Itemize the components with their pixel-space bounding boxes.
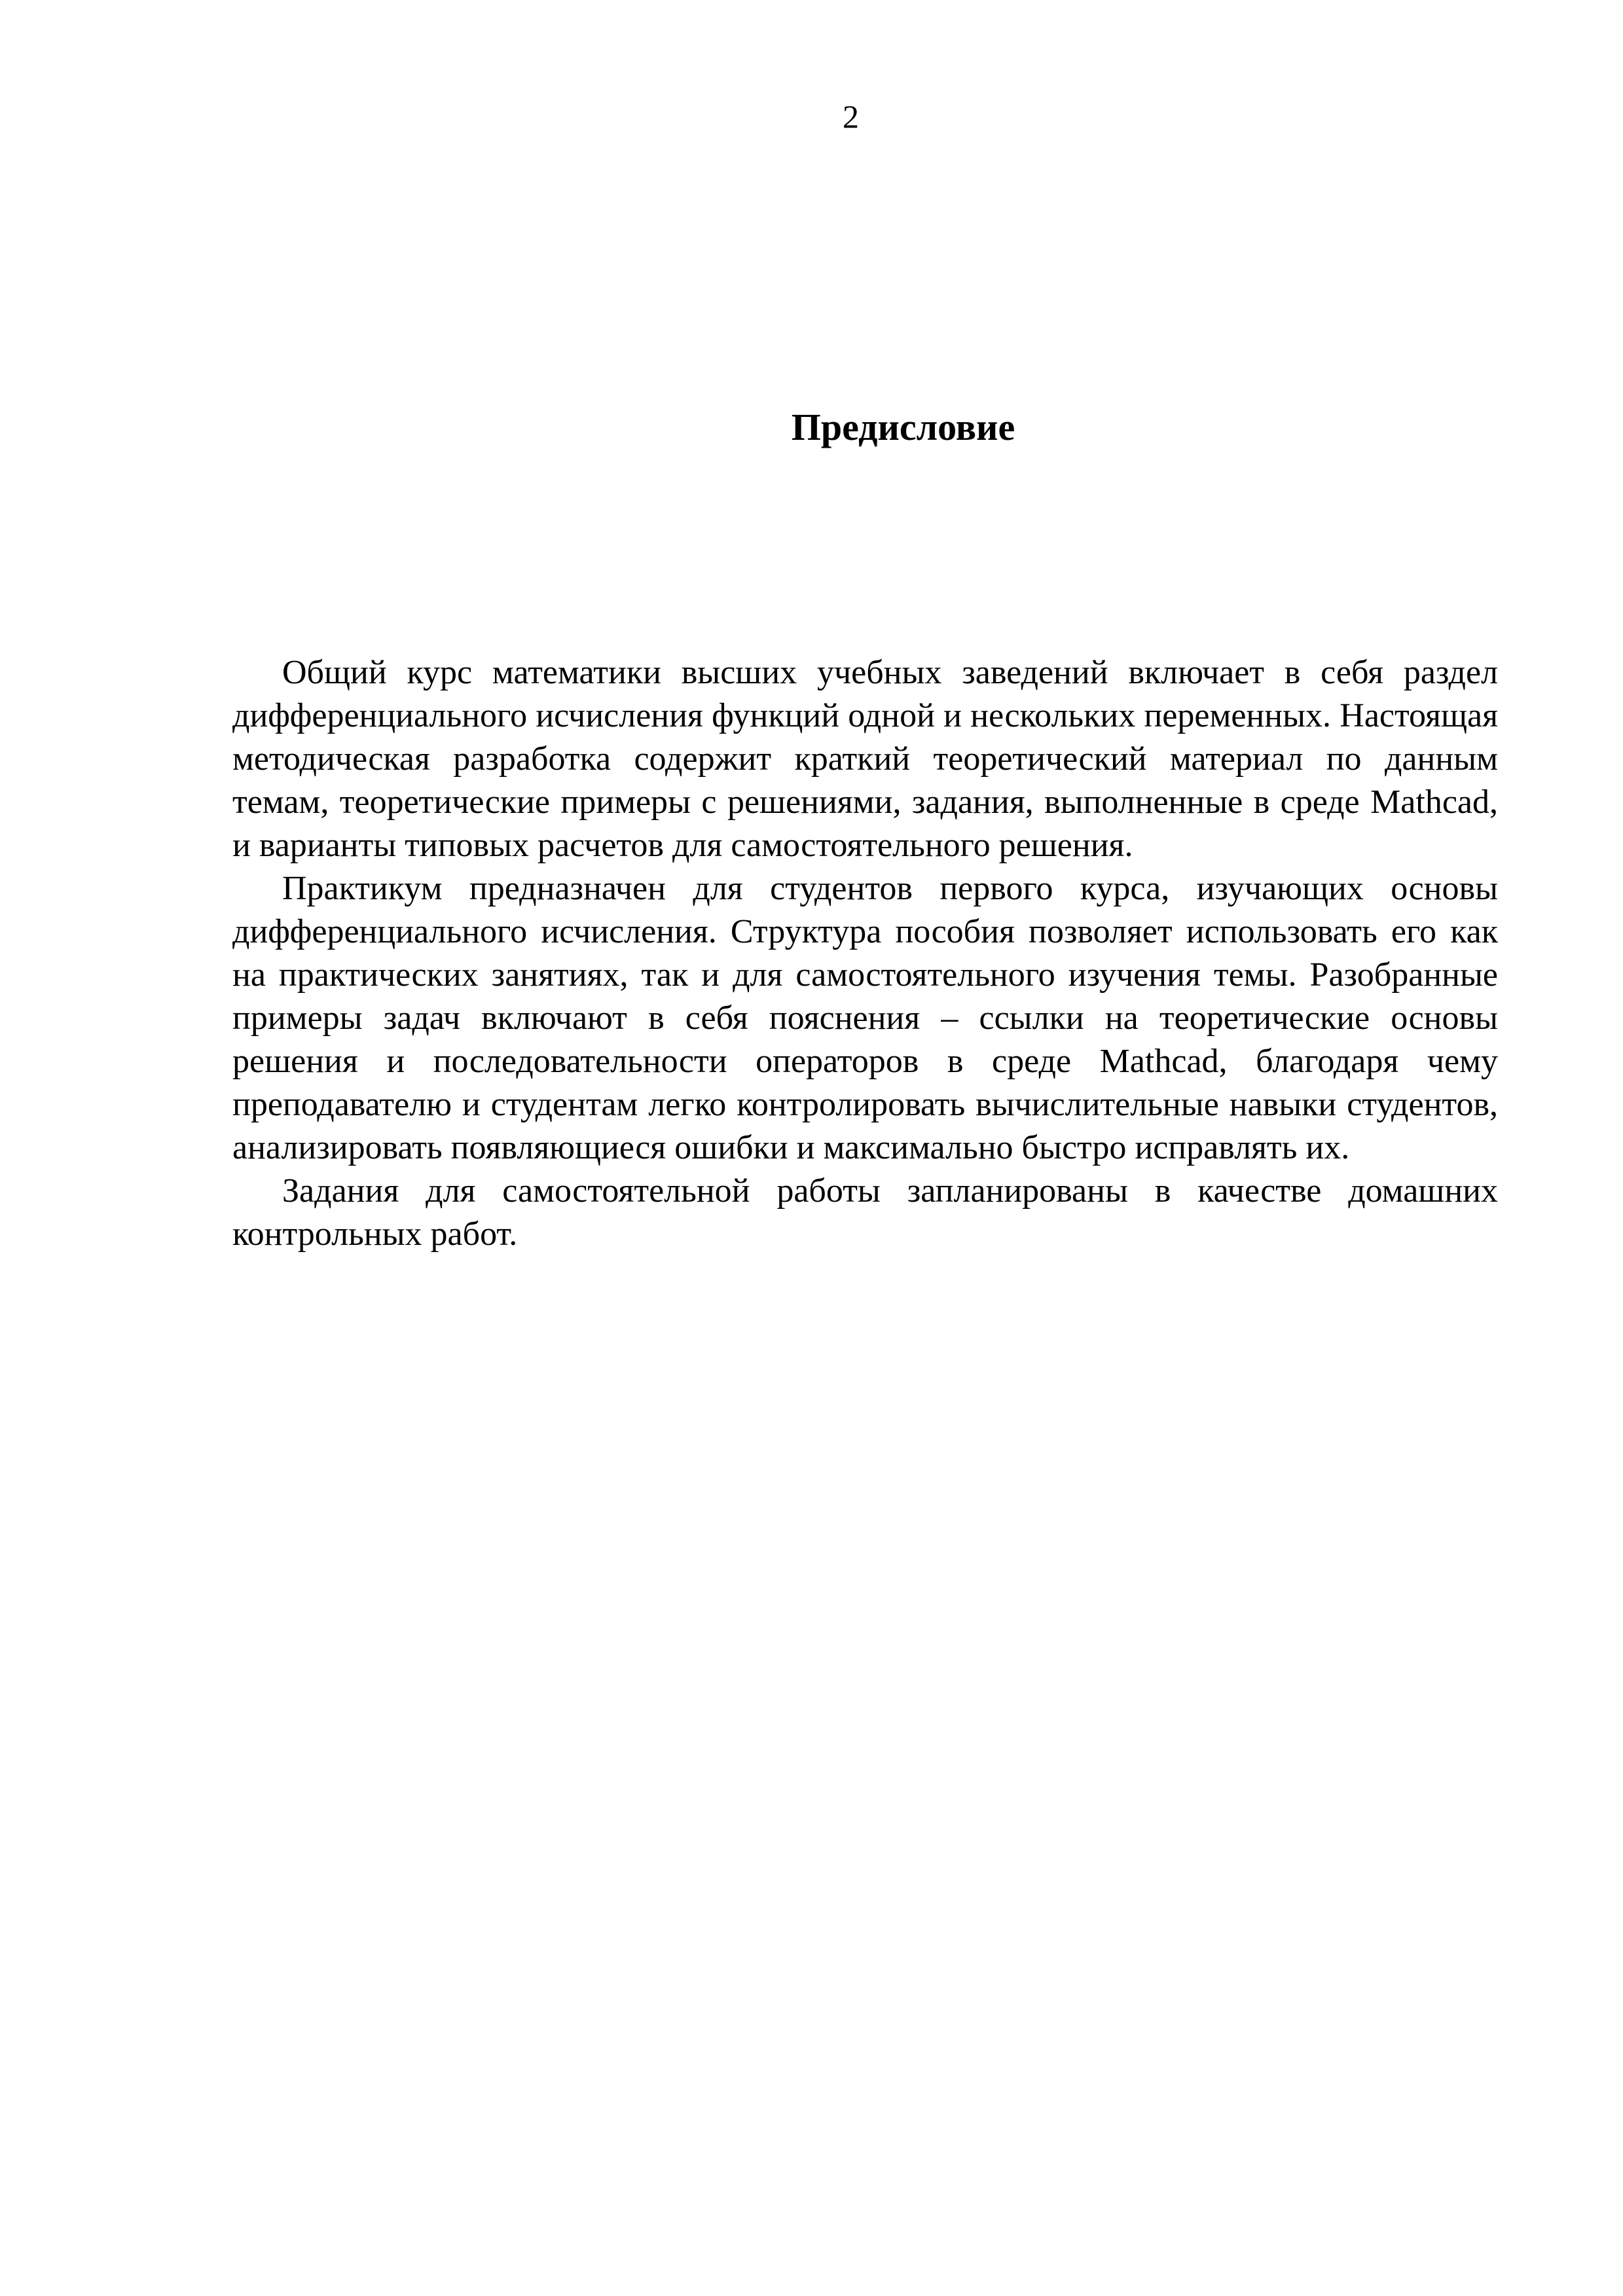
- preface-body: [232, 651, 1498, 1256]
- page-title: Предисловие: [791, 406, 1015, 448]
- paragraph-2: Практикум предназначен для студентов первого курса, изучающих основы дифференциального исчисления. Структура пособия позволяет использовать его как на практических занятиях, так и для самостоятельного изучения темы. Разобранные примеры задач включают в себя пояснения – ссылки на теоретические основы решения и последовательности операторов в среде Mathcad, благодаря чему преподавателю и студентам легко контролировать вычислительные навыки студентов, анализировать появляющиеся ошибки и максимально быстро исправлять их.: [232, 870, 1498, 1166]
- page-number: 2: [843, 98, 859, 135]
- paragraph-1: Общий курс математики высших учебных заведений включает в себя раздел дифференциального исчисления функций одной и нескольких переменных. Настоящая методическая разработка содержит краткий теоретический материал по данным темам, теоретические примеры с решениями, задания, выполненные в среде Mathcad, и варианты типовых расчетов для самостоятельного решения.: [232, 654, 1498, 864]
- paragraph-3: Задания для самостоятельной работы запланированы в качестве домашних контрольных работ.: [232, 1172, 1498, 1253]
